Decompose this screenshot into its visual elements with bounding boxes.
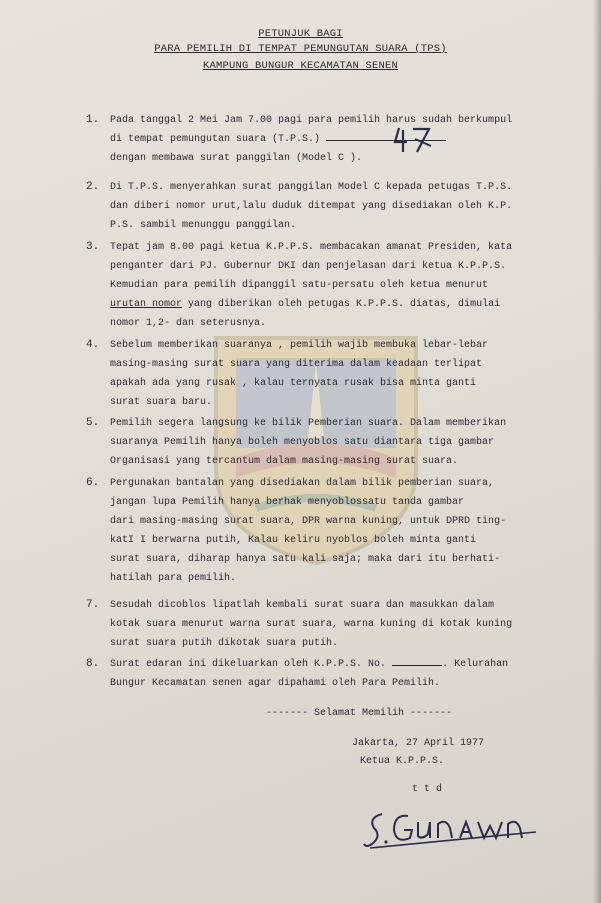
item-line: jangan lupa Pemilih hanya berhak menyoblossatu tanda gambar: [110, 497, 465, 508]
signature: [360, 800, 550, 852]
item-line: penganter dari PJ. Gubernur DKI dan penjelasan dari ketua K.P.P.S.: [110, 261, 507, 272]
instruction-item-4: [88, 336, 528, 412]
item-line: surat suara baru.: [110, 397, 213, 408]
instruction-item-8: [88, 655, 528, 693]
item-line-text: di tempat pemungutan suara (T.P.S.): [110, 134, 321, 145]
item-line: Pemilih segera langsung ke bilik Pemberian suara. Dalam memberikan: [110, 418, 507, 429]
underlined-phrase: urutan nomor: [110, 299, 183, 310]
item-line: suaranya Pemilih hanya boleh menyoblos satu diantara tiga gambar: [110, 437, 495, 448]
item-line: Pergunakan bantalan yang disediakan dalam bilik pemberian suara,: [110, 478, 495, 489]
item-line: dengan membawa surat panggilan (Model C ).: [110, 153, 363, 164]
item-line: katI I berwarna putih, Kalau keliru nyoblos boleh minta ganti: [110, 535, 477, 546]
item-line: Sesudah dicoblos lipatlah kembali surat suara dan masukkan dalam: [110, 600, 495, 611]
item-number: 5.: [86, 417, 100, 429]
item-line: [88, 655, 528, 674]
item-line: P.S. sambil menunggu panggilan.: [110, 220, 297, 231]
item-line: Bungur Kecamatan senen agar dipahami oleh Para Pemilih.: [110, 678, 441, 689]
doc-title-line-2: PARA PEMILIH DI TEMPAT PEMUNGUTAN SUARA (TPS): [154, 43, 447, 55]
doc-title-line-3: KAMPUNG BUNGUR KECAMATAN SENEN: [202, 60, 399, 72]
item-line: masing-masing surat suara yang diterima dalam keadaan terlipat: [110, 359, 483, 370]
item-line: Organisasi yang tercantum dalam masing-masing surat suara.: [110, 456, 459, 467]
item-line: [88, 295, 528, 314]
item-line-text: Surat edaran ini dikeluarkan oleh K.P.P.S. No.: [110, 659, 387, 670]
item-line: apakah ada yang rusak , kalau ternyata rusak bisa minta ganti: [110, 378, 477, 389]
instruction-item-5: [88, 414, 528, 471]
item-line: Di T.P.S. menyerahkan surat panggilan Model C kepada petugas T.P.S.: [110, 182, 513, 193]
doc-title-line-1: PETUNJUK BAGI: [258, 28, 343, 40]
instruction-item-3: [88, 238, 528, 333]
item-number: 4.: [86, 339, 100, 351]
item-number: 6.: [86, 477, 100, 489]
instruction-item-1: [88, 111, 528, 168]
item-line: [88, 130, 528, 149]
item-line: hatilah para pemilih.: [110, 573, 237, 584]
page-edge-shadow: [593, 0, 601, 903]
place-date: Jakarta, 27 April 1977: [352, 738, 485, 749]
item-line-text: . Kelurahan: [442, 659, 509, 670]
item-line: Kemudian para pemilih dipanggil satu-persatu oleh ketua menurut: [110, 280, 489, 291]
item-line: surat suara, diharap hanya satu kali saja; maka dari itu berhati-: [110, 554, 501, 565]
signer-role: Ketua K.P.P.S.: [360, 756, 445, 767]
blank-line: [392, 655, 442, 666]
item-number: 8.: [86, 658, 100, 670]
item-line-text: yang diberikan oleh petugas K.P.P.S. diatas, dimulai: [182, 299, 501, 310]
item-number: 3.: [86, 241, 100, 253]
item-line: Sebelum memberikan suaranya , pemilih wajib membuka lebar-lebar: [110, 340, 489, 351]
instruction-item-6: [88, 474, 528, 588]
item-line: nomor 1,2- dan seterusnya.: [110, 318, 267, 329]
item-line: dan diberi nomor urut,lalu duduk ditempat yang disediakan oleh K.P.: [110, 201, 513, 212]
greeting-text: ------- Selamat Memilih -------: [266, 708, 453, 719]
item-line: Pada tanggal 2 Mei Jam 7.00 pagi para pemilih harus sudah berkumpul: [110, 115, 513, 126]
ttd-label: t t d: [412, 784, 443, 795]
item-number: 2.: [86, 181, 100, 193]
item-line: surat suara putih dikotak suara putih.: [110, 638, 339, 649]
item-line: dari masing-masing surat suara, DPR warna kuning, untuk DPRD ting-: [110, 516, 507, 527]
item-number: 1.: [86, 114, 100, 126]
instruction-item-7: [88, 596, 528, 653]
item-line: Tepat jam 8.00 pagi ketua K.P.P.S. membacakan amanat Presiden, kata: [110, 242, 513, 253]
instruction-item-2: [88, 178, 528, 235]
handwritten-number-mark: [393, 124, 435, 154]
item-number: 7.: [86, 599, 100, 611]
item-line: kotak suara menurut warna surat suara, warna kuning di kotak kuning: [110, 619, 513, 630]
